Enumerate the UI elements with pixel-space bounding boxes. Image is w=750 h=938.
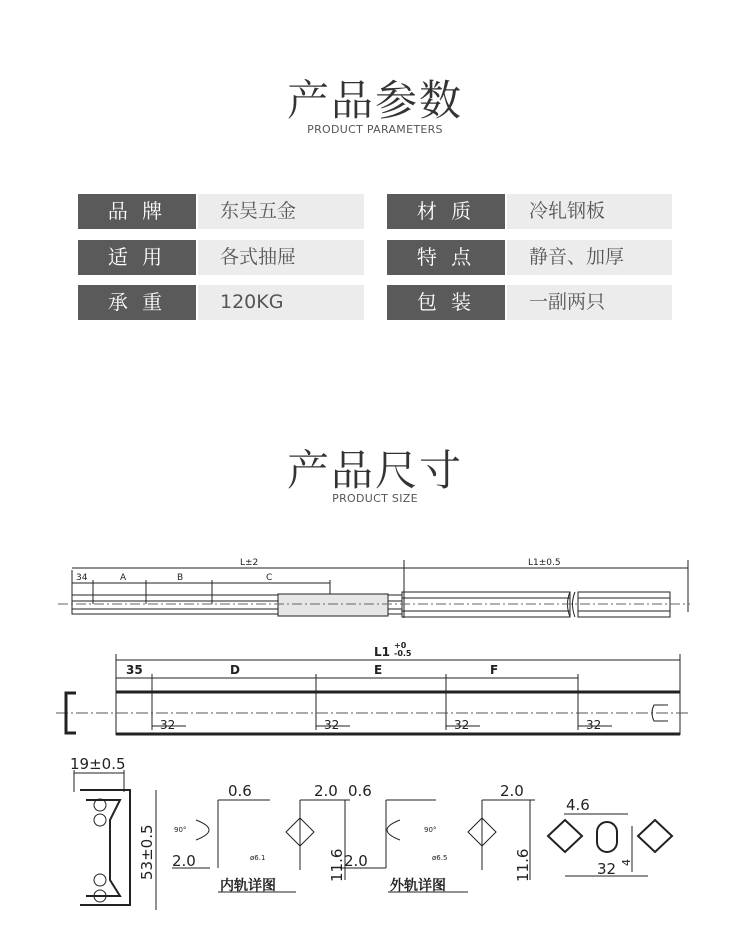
dim-inner-06: 0.6 xyxy=(228,782,252,800)
dim-e-label: E xyxy=(374,663,383,677)
dim-height-label: 53±0.5 xyxy=(138,824,156,880)
dim-32-label-2: 32 xyxy=(324,718,340,732)
dim-l1-tol-down: -0.5 xyxy=(394,649,412,658)
dim-hole-32: 32 xyxy=(597,860,617,878)
params-title: 产品参数 xyxy=(286,76,463,125)
param-label-brand: 品 牌 xyxy=(78,194,196,229)
dim-l1-tol-up: +0 xyxy=(394,641,407,650)
param-label-usage: 适 用 xyxy=(78,240,196,275)
dim-35-label: 35 xyxy=(126,663,143,677)
param-label-material: 材 质 xyxy=(387,194,505,229)
dim-outer-20b: 2.0 xyxy=(500,782,524,800)
dim-a-label: A xyxy=(120,573,127,583)
param-value-brand: 东吴五金 xyxy=(198,194,364,229)
param-value-load: 120KG xyxy=(198,285,364,320)
param-label-load: 承 重 xyxy=(78,285,196,320)
dim-outer-06: 0.6 xyxy=(348,782,372,800)
top-slide-view xyxy=(58,560,690,618)
dim-l-label: L±2 xyxy=(240,558,259,568)
dim-l1-mid-label: L1 xyxy=(374,645,390,659)
dim-inner-20b: 2.0 xyxy=(314,782,338,800)
cross-section-view xyxy=(74,770,672,910)
hole-outer-dia: ø6.5 xyxy=(432,854,448,862)
dim-c-label: C xyxy=(266,573,273,583)
params-subtitle: PRODUCT PARAMETERS xyxy=(307,123,443,136)
dim-inner-116: 11.6 xyxy=(328,848,346,882)
dim-32-label-4: 32 xyxy=(586,718,602,732)
param-label-package: 包 装 xyxy=(387,285,505,320)
angle-90-outer: 90° xyxy=(424,826,437,834)
dim-outer-20: 2.0 xyxy=(344,852,368,870)
dim-hole-46: 4.6 xyxy=(566,796,590,814)
param-value-package: 一副两只 xyxy=(507,285,672,320)
dim-hole-4: 4 xyxy=(620,859,633,866)
dim-b-label: B xyxy=(177,573,184,583)
dim-34-label: 34 xyxy=(76,573,88,583)
dim-f-label: F xyxy=(490,663,499,677)
param-value-feature: 静音、加厚 xyxy=(507,240,672,275)
dim-d-label: D xyxy=(230,663,240,677)
dim-outer-116: 11.6 xyxy=(514,848,532,882)
angle-90-inner: 90° xyxy=(174,826,187,834)
dim-32-label-1: 32 xyxy=(160,718,176,732)
size-subtitle: PRODUCT SIZE xyxy=(332,492,418,505)
dim-width-label: 19±0.5 xyxy=(70,755,126,773)
size-title: 产品尺寸 xyxy=(286,446,463,495)
outer-rail-caption: 外轨详图 xyxy=(390,878,446,894)
dim-l1-label: L1±0.5 xyxy=(528,558,561,568)
inner-rail-caption: 内轨详图 xyxy=(220,878,276,894)
dim-32-label-3: 32 xyxy=(454,718,470,732)
dim-inner-20: 2.0 xyxy=(172,852,196,870)
hole-inner-dia: ø6.1 xyxy=(250,854,266,862)
param-label-feature: 特 点 xyxy=(387,240,505,275)
param-value-material: 冷轧钢板 xyxy=(507,194,672,229)
param-value-usage: 各式抽屉 xyxy=(198,240,364,275)
